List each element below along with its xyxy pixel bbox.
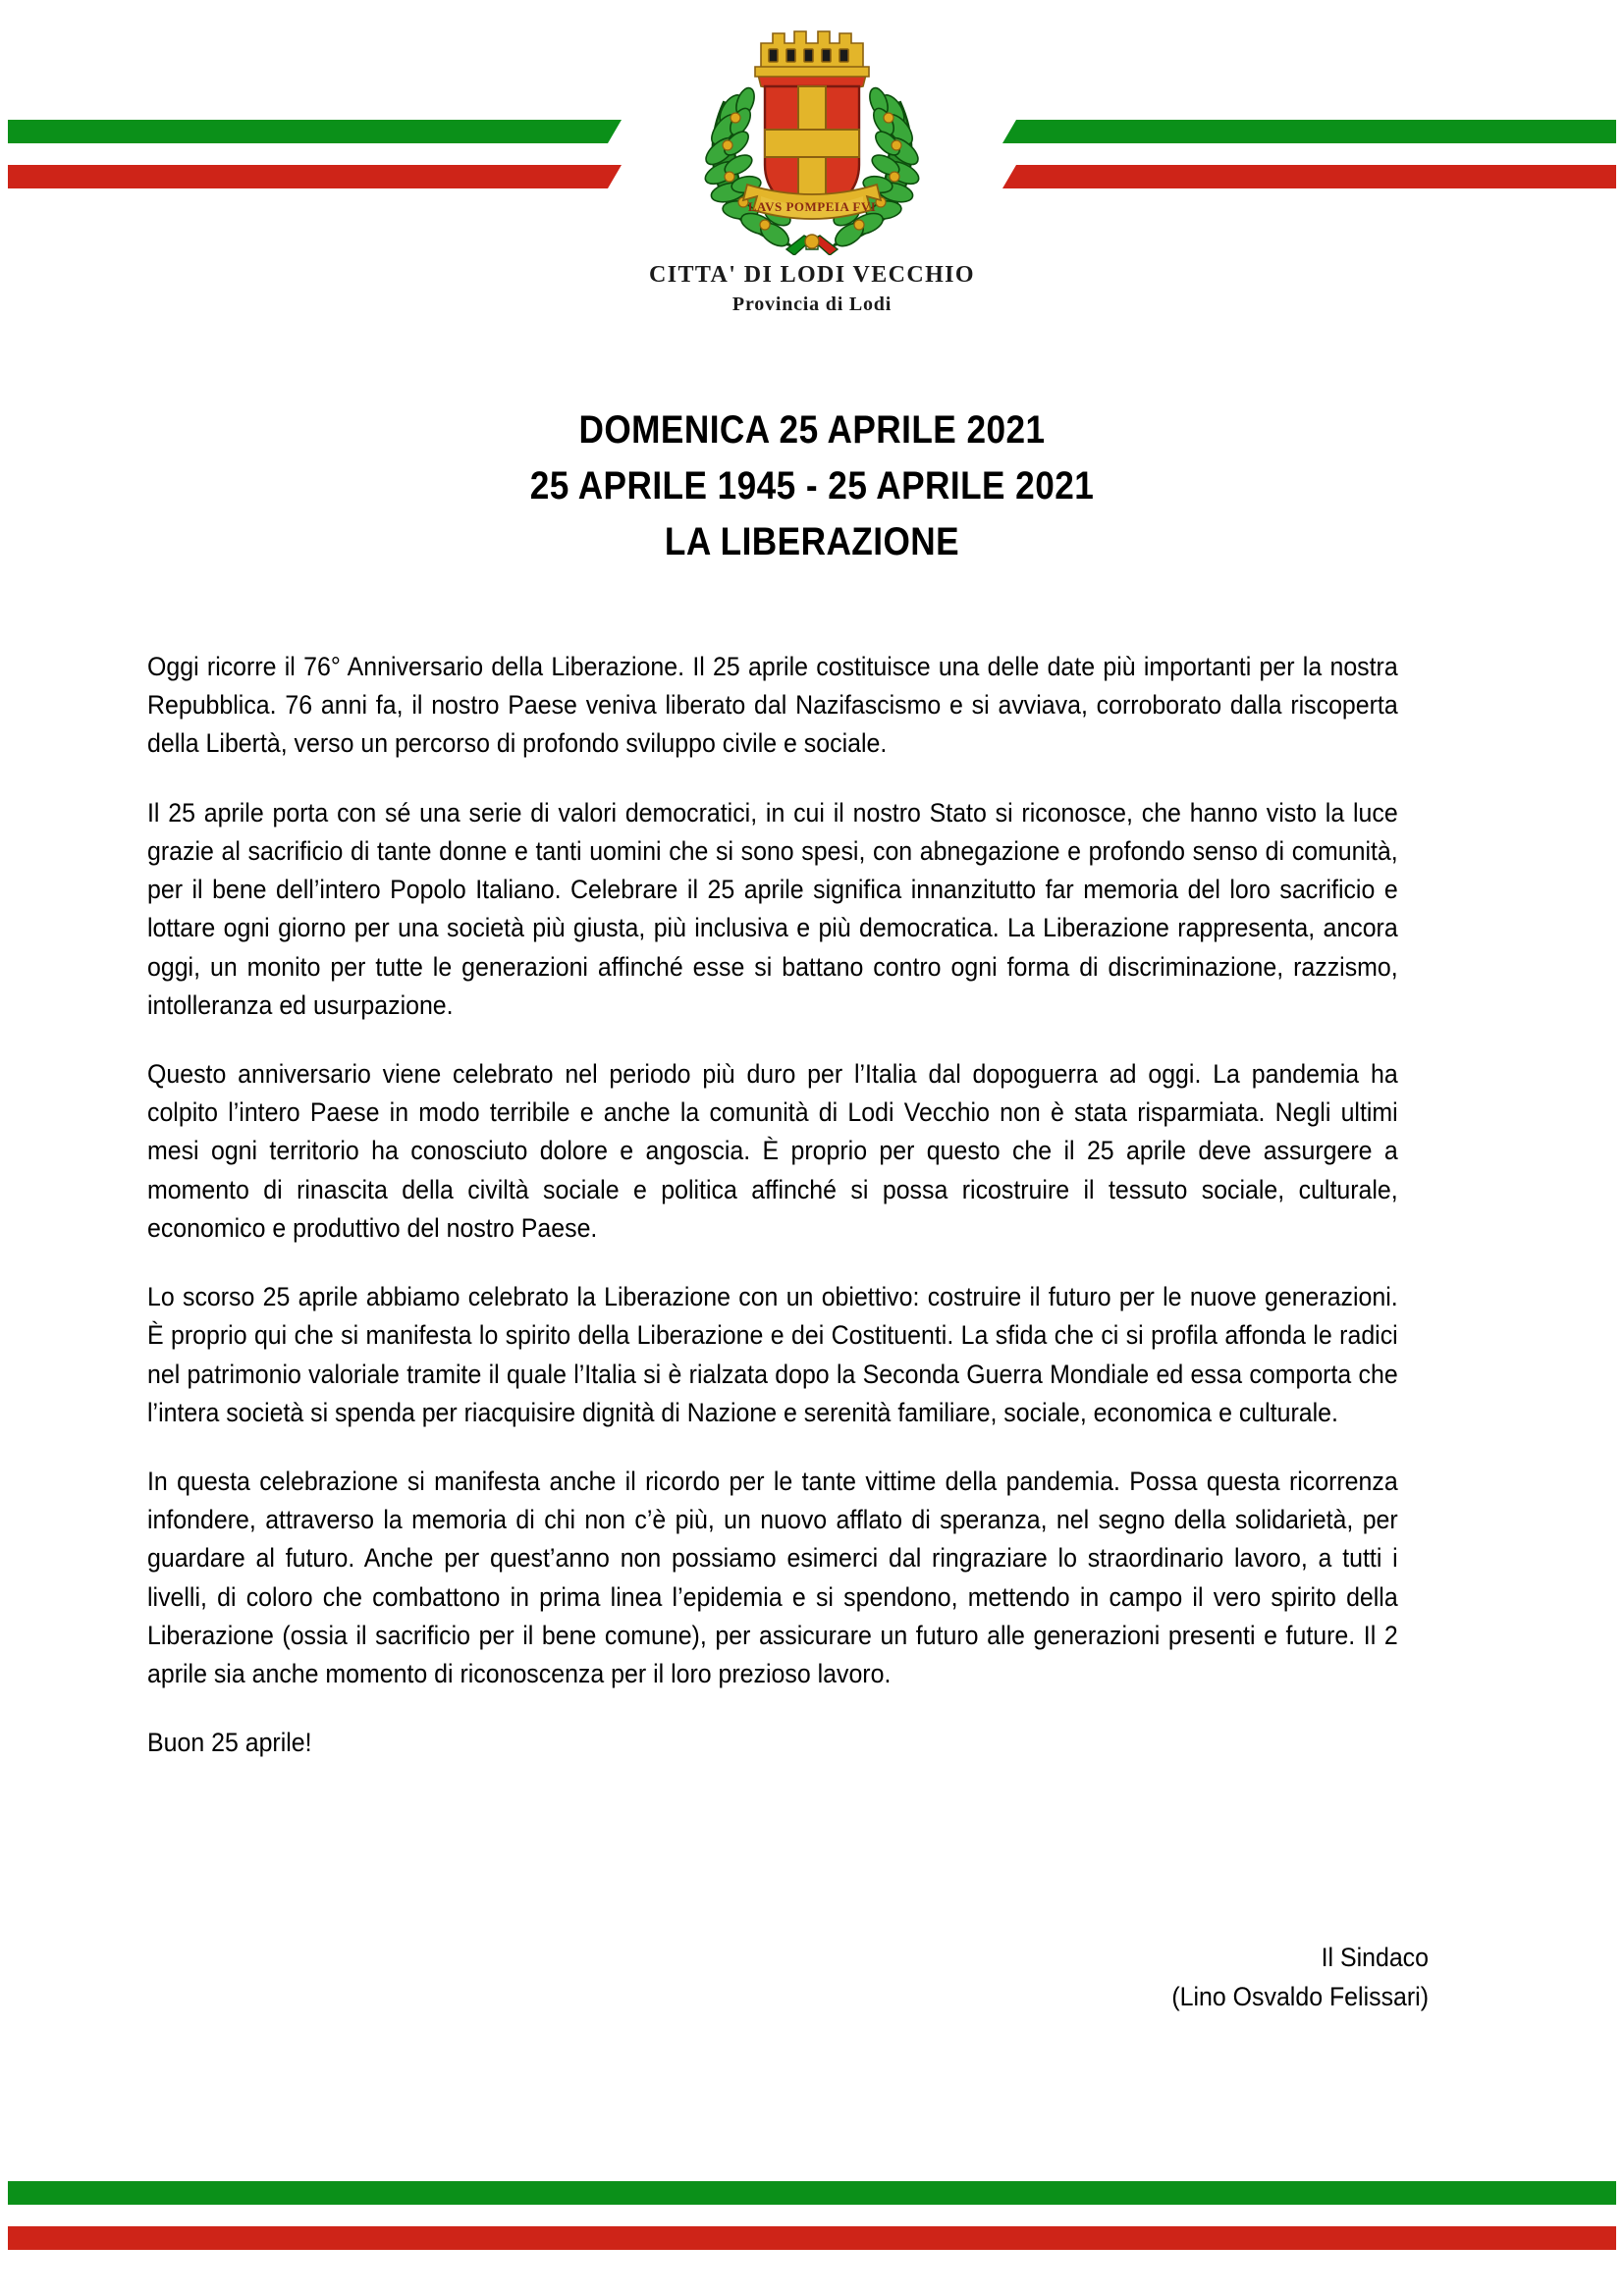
body-paragraph: Oggi ricorre il 76° Anniversario della Liberazione. Il 25 aprile costituisce una delle date più importanti per la nostra Repubblica. 76 anni fa, il nostro Paese veniva liberato dal Nazifascismo e si avviava, corroborato dalla riscoperta della Libertà, verso un percorso di profondo sviluppo civile e sociale.	[147, 652, 1398, 759]
title-line-3: LA LIBERAZIONE	[664, 519, 960, 563]
city-heading	[0, 260, 1624, 318]
footer-bar-green	[8, 2181, 1616, 2205]
footer-bar-red	[8, 2226, 1616, 2250]
emblem-container	[0, 8, 1624, 255]
title-line-2: 25 APRILE 1945 - 25 APRILE 2021	[529, 463, 1095, 507]
body-paragraph: In questa celebrazione si manifesta anche il ricordo per le tante vittime della pandemia. Possa questa ricorrenza infondere, attraverso la memoria di chi non c’è più, un nuovo afflato di speranza, nel segno della solidarietà, per guardare al futuro. Anche per quest’anno non possiamo esimerci dal ringraziare lo straordinario lavoro, a tutti i livelli, di coloro che combattono in prima linea l’epidemia e si spendono, mettendo in campo il vero spirito della Liberazione (ossia il sacrificio per il bene comune), per assicurare un futuro alle generazioni presenti e future. Il 2 aprile sia anche momento di riconoscenza per il loro prezioso lavoro.	[147, 1466, 1398, 1689]
lodi-vecchio-coat-of-arms-icon	[684, 8, 940, 255]
city-name: CITTA' DI LODI VECCHIO	[649, 262, 975, 288]
document-title	[0, 402, 1624, 569]
body-paragraph: Questo anniversario viene celebrato nel periodo più duro per l’Italia dal dopoguerra ad oggi. La pandemia ha colpito l’intero Paese in modo terribile e anche la comunità di Lodi Vecchio non è stata risparmiata. Negli ultimi mesi ogni territorio ha conosciuto dolore e angoscia. È proprio per questo che il 25 aprile deve assurgere a momento di rinascita della civiltà sociale e politica affinché si possa ricostruire il tessuto sociale, culturale, economico e produttivo del nostro Paese.	[147, 1058, 1398, 1243]
body-closing-greeting: Buon 25 aprile!	[147, 1728, 312, 1758]
footer-flag-bars	[0, 2181, 1624, 2269]
signature-block	[0, 1939, 1473, 2017]
body-paragraph: Il 25 aprile porta con sé una serie di valori democratici, in cui il nostro Stato si riconosce, che hanno visto la luce grazie al sacrificio di tante donne e tanti uomini che si sono spesi, con abnegazione e profondo senso di comunità, per il bene dell’intero Popolo Italiano. Celebrare il 25 aprile significa innanzitutto far memoria del loro sacrificio e lottare ogni giorno per una società più giusta, più inclusiva e più democratica. La Liberazione rappresenta, ancora oggi, un monito per tutte le generazioni affinché esse si battano contro ogni forma di discriminazione, razzismo, intolleranza ed usurpazione.	[147, 797, 1398, 1020]
title-line-1: DOMENICA 25 APRILE 2021	[578, 408, 1046, 452]
body-paragraph: Lo scorso 25 aprile abbiamo celebrato la Liberazione con un obiettivo: costruire il futuro per le nuove generazioni. È proprio qui che si manifesta lo spirito della Liberazione e dei Costituenti. La sfida che ci si profila affonda le radici nel patrimonio valoriale tramite il quale l’Italia si è rialzata dopo la Seconda Guerra Mondiale ed essa comporta che l’intera società si spenda per riacquisire dignità di Nazione e serenità familiare, sociale, economica e culturale.	[147, 1282, 1398, 1427]
signature-name: (Lino Osvaldo Felissari)	[1171, 1981, 1429, 2011]
signature-role: Il Sindaco	[1321, 1943, 1429, 1972]
svg-text:LAVS POMPEIA FVI: LAVS POMPEIA FVI	[747, 199, 877, 214]
province-name: Provincia di Lodi	[731, 294, 893, 315]
document-body	[147, 648, 1478, 1762]
